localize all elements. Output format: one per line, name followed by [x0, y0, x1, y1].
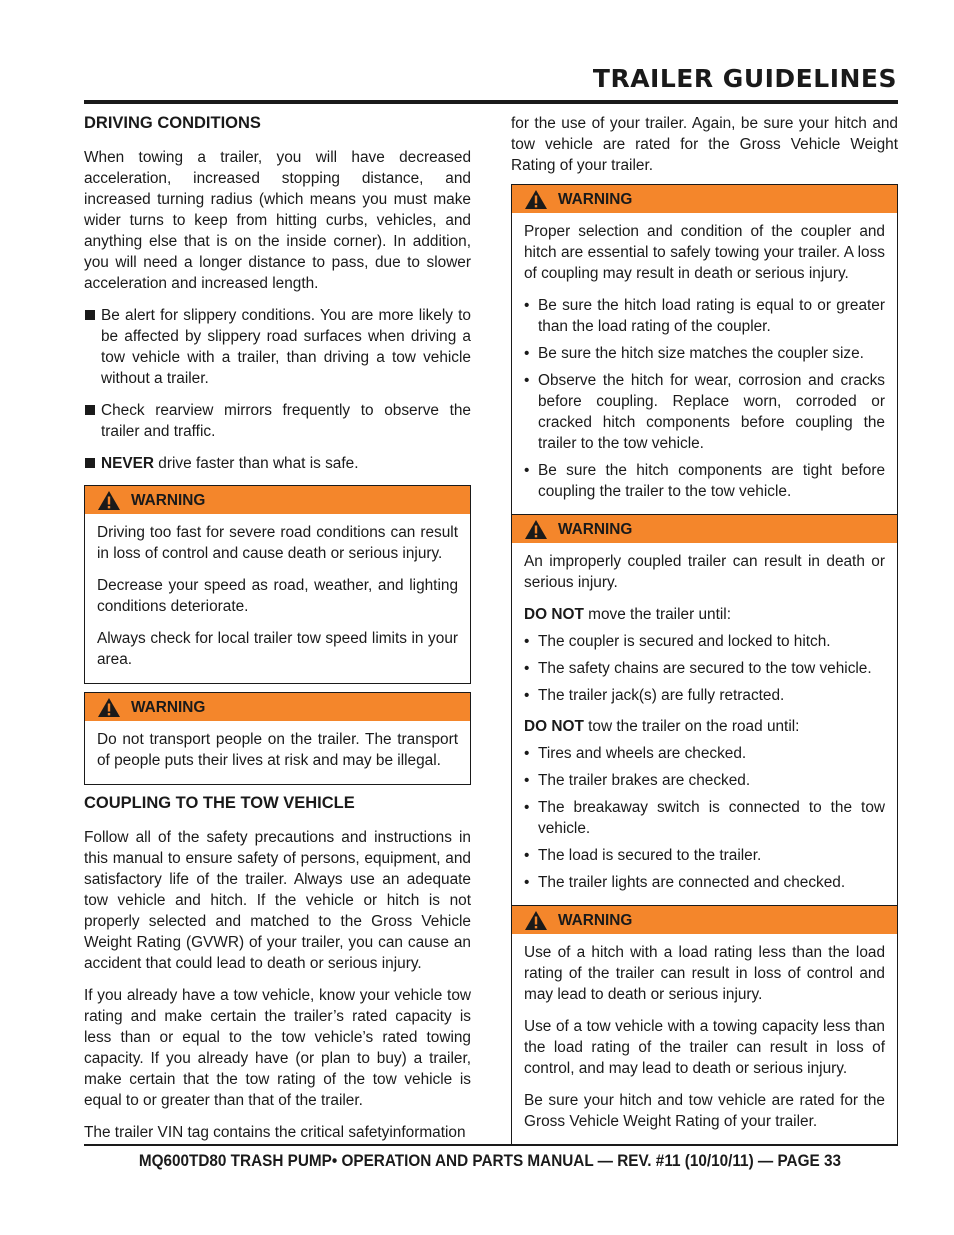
move-list — [524, 631, 885, 706]
driving-bullets — [84, 305, 471, 474]
warning-header — [85, 486, 470, 514]
coupling-paragraph: The trailer VIN tag contains the critical safetyinformation — [84, 1124, 466, 1141]
warning-text: Use of a tow vehicle with a towing capacity less than the load rating of the trailer can result in loss of control, and may lead to death or serious injury. — [524, 1018, 885, 1077]
tow-list — [524, 743, 885, 893]
list-item: • Be sure the hitch components are tight before coupling the trailer to the tow vehicle. — [524, 460, 885, 502]
square-bullet-icon — [85, 310, 95, 320]
warning-box-hitch — [511, 184, 898, 515]
list-item-bold: NEVER — [101, 455, 155, 472]
list-item: • The coupler is secured and locked to hitch. — [524, 631, 885, 652]
warning-text: Proper selection and condition of the coupler and hitch are essential to safely towing your trailer. A loss of coupling may result in death or serious injury. — [524, 223, 885, 282]
warning-triangle-icon — [524, 189, 548, 210]
warning-label: WARNING — [131, 491, 206, 509]
footer-rule — [84, 1144, 898, 1146]
warning-body — [85, 721, 470, 784]
warning-header — [512, 185, 897, 213]
do-not-label: DO NOT — [524, 606, 584, 623]
list-item: • The safety chains are secured to the tow vehicle. — [524, 658, 885, 679]
warning-triangle-icon — [524, 910, 548, 931]
list-item: • Observe the hitch for wear, corrosion and cracks before coupling. Replace worn, corroded or cracked hitch components before coupling the trailer to the tow vehicle. — [524, 370, 885, 454]
do-not-tow-line — [524, 716, 885, 737]
coupling-paragraph: If you already have a tow vehicle, know your vehicle tow rating and make certain the trailer’s rated capacity is less than or equal to the tow vehicle’s rated towing capacity. If you already have (or plan to buy) a trailer, make certain that the tow rating of the tow vehicle is equal to or greater than that of the trailer. — [84, 987, 471, 1109]
square-bullet-icon — [85, 458, 95, 468]
page-title: TRAILER GUIDELINES — [592, 64, 897, 93]
warning-body — [85, 514, 470, 683]
driving-conditions-heading: DRIVING CONDITIONS — [84, 114, 261, 132]
list-item: • The trailer jack(s) are fully retracted. — [524, 685, 885, 706]
warning-text: Be sure your hitch and tow vehicle are rated for the Gross Vehicle Weight Rating of your trailer. — [524, 1092, 885, 1130]
hitch-list — [524, 295, 885, 502]
header-rule — [84, 100, 898, 104]
warning-text: An improperly coupled trailer can result in death or serious injury. — [524, 553, 885, 591]
driving-intro: When towing a trailer, you will have decreased acceleration, increased stopping distance, and increased turning radius (which means you must make wider turns to keep from hitting curbs, vehicles, and anything else that is on the inside corner). In addition, you will need a longer distance to pass, due to slower acceleration and increased length. — [84, 149, 471, 292]
warning-box-people — [84, 692, 471, 785]
warning-text: tow the trailer on the road until: — [583, 718, 800, 735]
list-item: • The trailer brakes are checked. — [524, 770, 885, 791]
list-item: • Be sure the hitch load rating is equal to or greater than the load rating of the coupler. — [524, 295, 885, 337]
warning-label: WARNING — [131, 698, 206, 716]
right-column — [511, 113, 898, 1146]
warning-body — [512, 934, 897, 1145]
left-column — [84, 113, 471, 1154]
list-item: • Tires and wheels are checked. — [524, 743, 885, 764]
coupling-paragraph: Follow all of the safety precautions and instructions in this manual to ensure safety of persons, equipment, and satisfactory life of the trailer. Always use an adequate tow vehicle and hitch. If the vehicle or hitch is not properly selected and matched to the Gross Vehicle Weight Rating (GVWR) of your trailer, you can cause an accident that could lead to death or serious injury. — [84, 829, 471, 972]
warning-label: WARNING — [558, 520, 633, 538]
list-item: • The load is secured to the trailer. — [524, 845, 885, 866]
list-item: • The breakaway switch is connected to the tow vehicle. — [524, 797, 885, 839]
warning-label: WARNING — [558, 911, 633, 929]
warning-box-rating — [511, 906, 898, 1146]
warning-box-speed — [84, 485, 471, 684]
page-footer: MQ600TD80 TRASH PUMP• OPERATION AND PARTS MANUAL — REV. #11 (10/10/11) — PAGE 33 — [138, 1152, 841, 1170]
warning-text: Decrease your speed as road, weather, and lighting conditions deteriorate. — [97, 577, 458, 615]
warning-header — [512, 515, 897, 543]
warning-triangle-icon — [97, 490, 121, 511]
warning-header — [512, 906, 897, 934]
warning-label: WARNING — [558, 190, 633, 208]
warning-header — [85, 693, 470, 721]
do-not-move-line — [524, 604, 885, 625]
list-item — [84, 305, 471, 389]
list-item-text: Be alert for slippery conditions. You are more likely to be affected by slippery road surfaces when driving a tow vehicle with a trailer, than driving a tow vehicle without a trailer. — [101, 307, 471, 387]
warning-text: Always check for local trailer tow speed limits in your area. — [97, 630, 458, 668]
coupling-heading: COUPLING TO THE TOW VEHICLE — [84, 794, 355, 812]
warning-triangle-icon — [524, 519, 548, 540]
warning-text: Driving too fast for severe road conditions can result in loss of control and cause death or serious injury. — [97, 524, 458, 562]
list-item-text: Check rearview mirrors frequently to observe the trailer and traffic. — [101, 402, 471, 440]
warning-text: Use of a hitch with a load rating less than the load rating of the trailer can result in loss of control and may lead to death or serious injury. — [524, 944, 885, 1003]
square-bullet-icon — [85, 405, 95, 415]
warning-triangle-icon — [97, 697, 121, 718]
list-item: • The trailer lights are connected and checked. — [524, 872, 885, 893]
continued-paragraph: for the use of your trailer. Again, be sure your hitch and tow vehicle are rated for the Gross Vehicle Weight Rating of your trailer. — [511, 115, 898, 174]
warning-body — [512, 543, 897, 905]
warning-body — [512, 213, 897, 514]
list-item — [84, 453, 471, 474]
list-item-text: drive faster than what is safe. — [154, 455, 359, 472]
list-item — [84, 400, 471, 442]
warning-text: Do not transport people on the trailer. The transport of people puts their lives at risk and may be illegal. — [97, 731, 458, 769]
do-not-label: DO NOT — [524, 718, 584, 735]
warning-box-coupled — [511, 515, 898, 906]
list-item: • Be sure the hitch size matches the coupler size. — [524, 343, 885, 364]
warning-text: move the trailer until: — [583, 606, 731, 623]
